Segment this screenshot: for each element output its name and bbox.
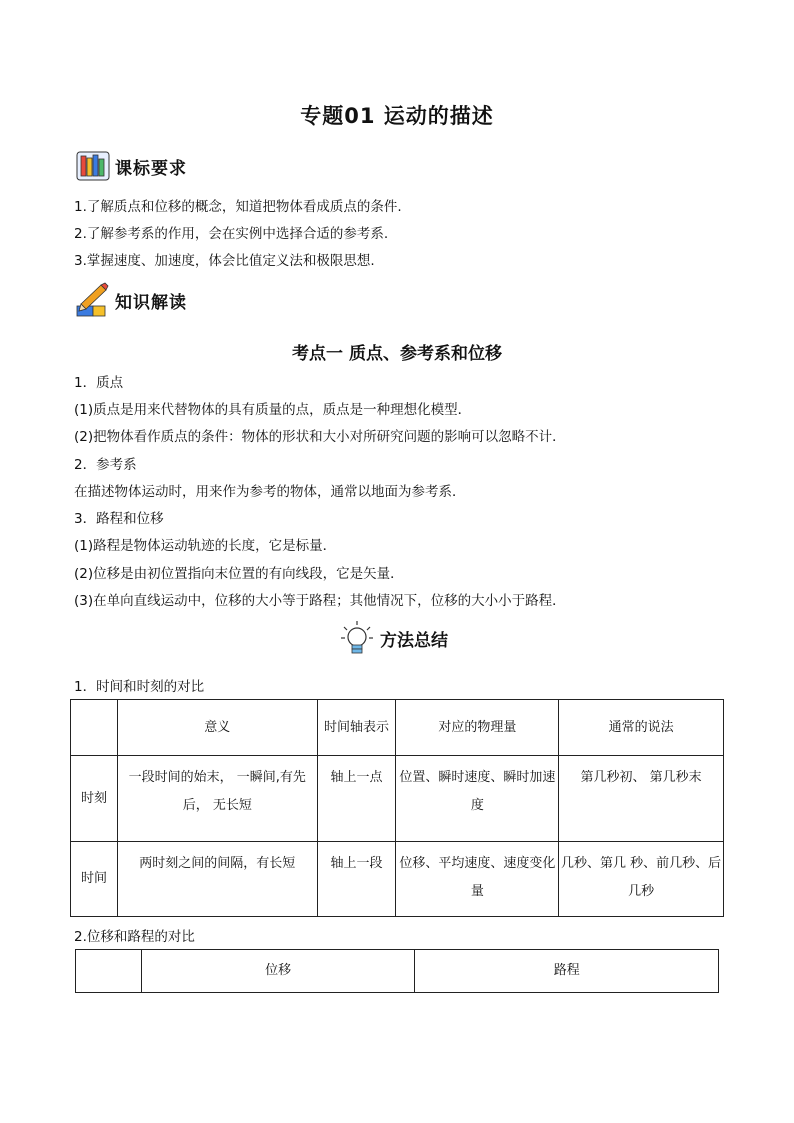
meaning-cell: 一段时间的始末， 一瞬间,有先后， 无长短 <box>117 756 317 842</box>
point-line: 2．参考系 <box>74 457 137 473</box>
section-title: 考点一 质点、参考系和位移 <box>292 344 502 364</box>
requirement-line: 1.了解质点和位移的概念，知道把物体看成质点的条件. <box>74 199 402 215</box>
table-header-row <box>76 950 719 993</box>
header-cell: 意义 <box>117 700 317 756</box>
requirement-line: 3.掌握速度、加速度，体会比值定义法和极限思想. <box>74 253 375 269</box>
table-caption: 1．时间和时刻的对比 <box>74 679 205 695</box>
banner-label: 知识解读 <box>115 292 187 313</box>
point-line: (2)位移是由初位置指向末位置的有向线段，它是矢量． <box>74 566 404 582</box>
table-row <box>71 842 724 917</box>
header-cell <box>76 950 142 993</box>
meaning-cell: 两时刻之间的间隔，有长短 <box>117 842 317 917</box>
displacement-vs-distance-table <box>75 949 719 993</box>
section-banner-method <box>340 618 448 658</box>
time-vs-moment-table <box>70 699 724 917</box>
point-line: (1)路程是物体运动轨迹的长度，它是标量． <box>74 538 337 554</box>
table-row <box>71 756 724 842</box>
banner-label: 方法总结 <box>380 630 448 651</box>
books-icon <box>75 148 111 184</box>
page-title: 专题01 运动的描述 <box>300 104 494 128</box>
point-line: (1)质点是用来代替物体的具有质量的点，质点是一种理想化模型． <box>74 402 472 418</box>
point-line: 1．质点 <box>74 375 124 391</box>
table-caption: 2.位移和路程的对比 <box>74 929 195 945</box>
point-line: (2)把物体看作质点的条件：物体的形状和大小对所研究问题的影响可以忽略不计． <box>74 429 566 445</box>
point-line: 在描述物体运动时，用来作为参考的物体，通常以地面为参考系． <box>74 484 466 500</box>
table-header-row <box>71 700 724 756</box>
axis-cell: 轴上一段 <box>317 842 396 917</box>
saying-cell: 第几秒初、 第几秒末 <box>559 756 724 842</box>
quantity-cell: 位置、瞬时速度、瞬时加速度 <box>396 756 559 842</box>
lightbulb-icon <box>340 620 374 656</box>
saying-cell: 几秒、第几 秒、前几秒、后几秒 <box>559 842 724 917</box>
header-cell <box>71 700 118 756</box>
point-line: (3)在单向直线运动中，位移的大小等于路程；其他情况下，位移的大小小于路程． <box>74 593 566 609</box>
section-banner-knowledge <box>75 280 187 320</box>
header-cell: 路程 <box>415 950 719 993</box>
pencil-icon <box>75 282 111 318</box>
header-cell: 位移 <box>141 950 415 993</box>
axis-cell: 轴上一点 <box>317 756 396 842</box>
requirement-line: 2.了解参考系的作用，会在实例中选择合适的参考系. <box>74 226 389 242</box>
section-banner-requirements <box>75 146 187 186</box>
header-cell: 时间轴表示 <box>317 700 396 756</box>
banner-label: 课标要求 <box>115 158 187 179</box>
row-label: 时刻 <box>71 756 118 842</box>
point-line: 3．路程和位移 <box>74 511 164 527</box>
quantity-cell: 位移、平均速度、速度变化量 <box>396 842 559 917</box>
header-cell: 通常的说法 <box>559 700 724 756</box>
header-cell: 对应的物理量 <box>396 700 559 756</box>
row-label: 时间 <box>71 842 118 917</box>
